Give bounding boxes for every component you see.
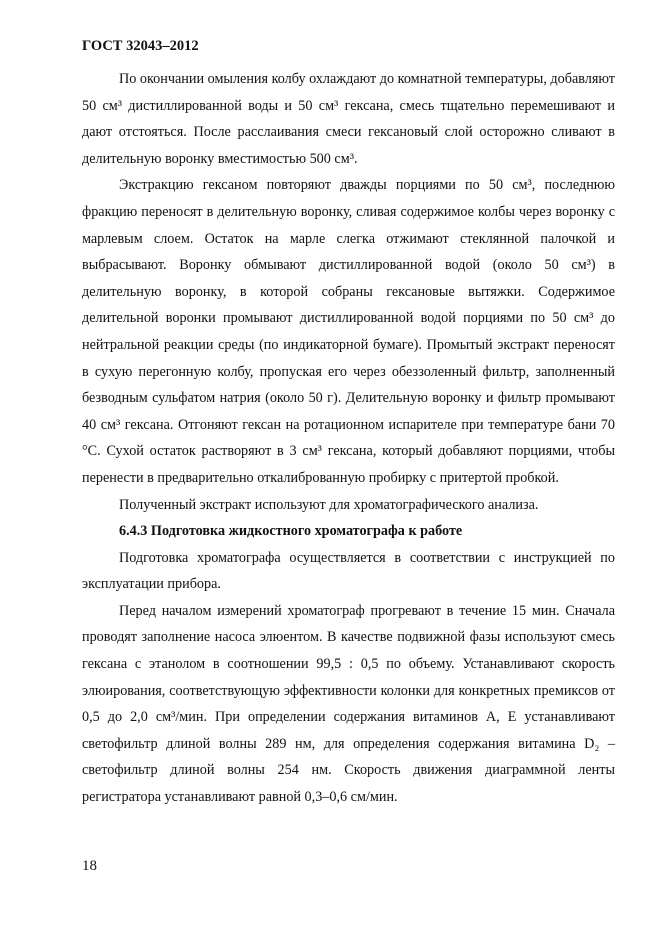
- paragraph-extract-usage: Полученный экстракт используют для хроматографического анализа.: [119, 496, 539, 513]
- paragraph-measurement: Перед началом измерений хроматограф прогревают в течение 15 мин. Сначала проводят заполнение насоса элюентом. В качестве подвижной фазы используют смесь гексана с этанолом в соотношении 99,5 : 0,5 по объему. Устанавливают скорость элюирования, соответствующую эффективности колонки для конкретных премиксов от 0,5 до 2,0 см³/мин. При определении содержания витаминов А, Е устанавливают светофильтр длиной волны 289 нм, для определения содержания витамина D₂ – светофильтр длиной волны 254 нм. Скорость движения диаграммной ленты регистратора устанавливают равной 0,3–0,6 см/мин.: [82, 602, 615, 806]
- paragraph-extraction: Экстракцию гексаном повторяют дважды порциями по 50 см³, последнюю фракцию переносят в делительную воронку, сливая содержимое колбы через воронку с марлевым слоем. Остаток на марле слегка отжимают стеклянной палочкой и выбрасывают. Воронку обмывают дистиллированной водой (около 50 см³) в делительную воронку, в которой собраны гексановые вытяжки. Содержимое делительной воронки промывают дистиллированной водой порциями по 50 см³ до нейтральной реакции среды (по индикаторной бумаге). Промытый экстракт переносят в сухую перегонную колбу, пропуская его через обеззоленный фильтр, заполненный безводным сульфатом натрия (около 50 г). Делительную воронку и фильтр промывают 40 см³ гексана. Отгоняют гексан на ротационном испарителе при температуре бани 70 °С. Сухой остаток растворяют в 3 см³ гексана, который добавляют порциями, чтобы перенести в предварительно откалиброванную пробирку с притертой пробкой.: [82, 177, 615, 486]
- page-number: 18: [82, 858, 97, 874]
- body-text: [82, 66, 615, 811]
- paragraph-saponification: По окончании омыления колбу охлаждают до комнатной температуры, добавляют 50 см³ дистиллированной воды и 50 см³ гексана, смесь тщательно перемешивают и дают отстояться. После расслаивания смеси гексановый слой осторожно сливают в делительную воронку вместимостью 500 см³.: [82, 71, 615, 167]
- standard-code-header: ГОСТ 32043–2012: [82, 38, 199, 54]
- paragraph-preparation: Подготовка хроматографа осуществляется в соответствии с инструкцией по эксплуатации прибора.: [82, 549, 615, 593]
- section-heading: 6.4.3 Подготовка жидкостного хроматографа к работе: [119, 523, 463, 540]
